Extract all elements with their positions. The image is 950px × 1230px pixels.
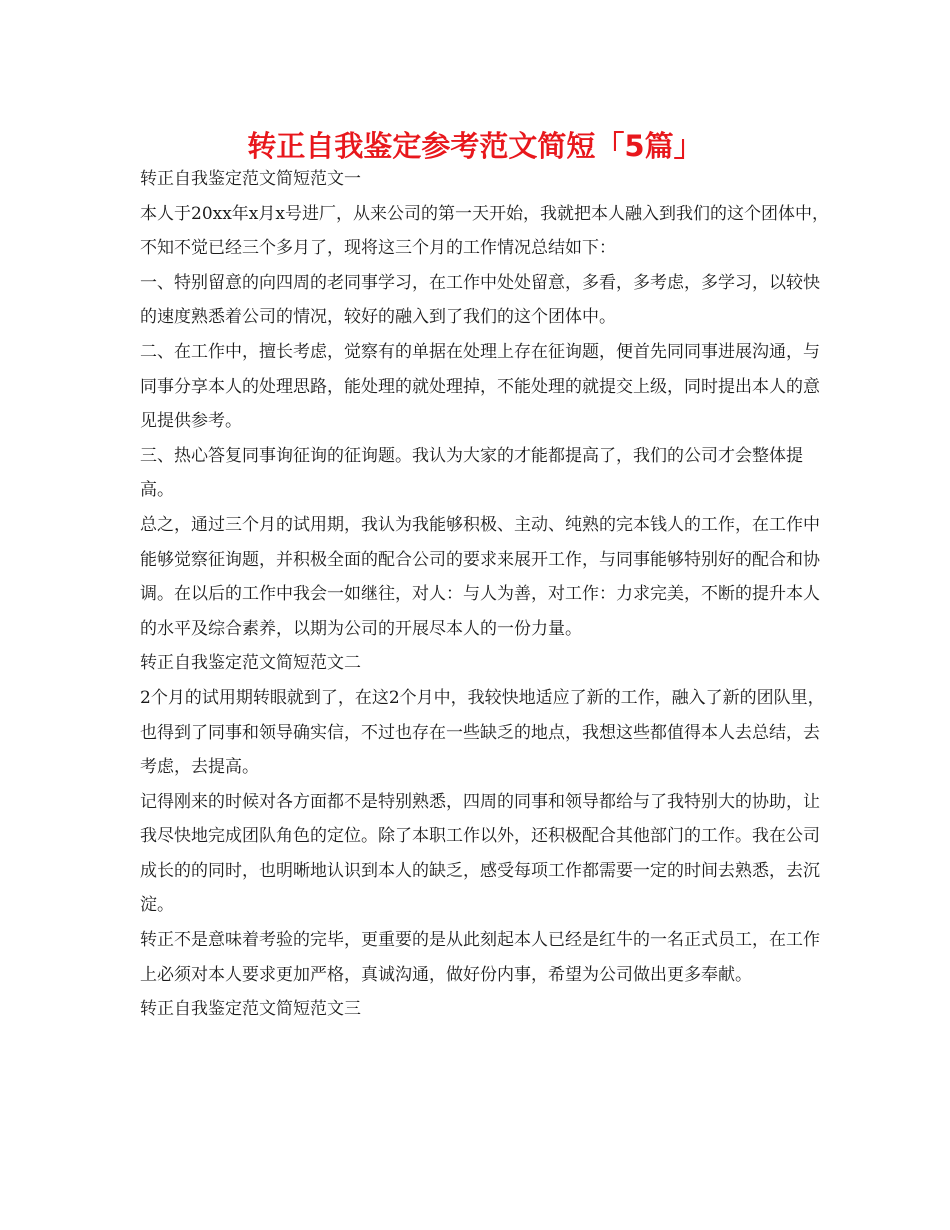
section-heading-1: 转正自我鉴定范文简短范文一 [140, 169, 361, 189]
section-heading-2: 转正自我鉴定范文简短范文二 [140, 653, 361, 674]
paragraph-point-1: 一、特别留意的向四周的老同事学习，在工作中处处留意，多看，多考虑，多学习，以较快的速度熟悉着公司的情况，较好的融入到了我们的这个团体中。 [140, 272, 820, 328]
document-body [140, 162, 832, 1027]
paragraph-summary: 总之，通过三个月的试用期，我认为我能够积极、主动、纯熟的完本钱人的工作，在工作中能够觉察征询题，并积极全面的配合公司的要求来展开工作，与同事能够特别好的配合和协调。在以后的工作中我会一如继往，对人：与人为善，对工作：力求完美，不断的提升本人的水平及综合素养，以期为公司的开展尽本人的一份力量。 [140, 514, 820, 639]
paragraph-regular: 转正不是意味着考验的完毕，更重要的是从此刻起本人已经是红牛的一名正式员工，在工作上必须对本人要求更加严格，真诚沟通，做好份内事，希望为公司做出更多奉献。 [140, 930, 820, 985]
paragraph-intro: 本人于20xx年x月x号进厂，从来公司的第一天开始，我就把本人融入到我们的这个团体中，不知不觉已经三个多月了，现将这三个月的工作情况总结如下： [140, 203, 829, 259]
paragraph-point-3: 三、热心答复同事询征询的征询题。我认为大家的才能都提高了，我们的公司才会整体提高。 [140, 445, 803, 501]
paragraph-memory: 记得刚来的时候对各方面都不是特别熟悉，四周的同事和领导都给与了我特别大的协助，让我尽快地完成团队角色的定位。除了本职工作以外，还积极配合其他部门的工作。我在公司成长的的同时，也明晰地认识到本人的缺乏，感受每项工作都需要一定的时间去熟悉，去沉淀。 [140, 791, 820, 916]
paragraph-point-2: 二、在工作中，擅长考虑，觉察有的单据在处理上存在征询题，便首先同同事进展沟通，与同事分享本人的处理思路，能处理的就处理掉，不能处理的就提交上级，同时提出本人的意见提供参考。 [140, 341, 820, 432]
paragraph-trial: 2个月的试用期转眼就到了，在这2个月中，我较快地适应了新的工作，融入了新的团队里，也得到了同事和领导确实信，不过也存在一些缺乏的地点，我想这些都值得本人去总结，去考虑，去提高。 [140, 687, 825, 778]
section-heading-3: 转正自我鉴定范文简短范文三 [140, 999, 361, 1020]
document-title: 转正自我鉴定参考范文简短「5篇」 [247, 129, 703, 163]
